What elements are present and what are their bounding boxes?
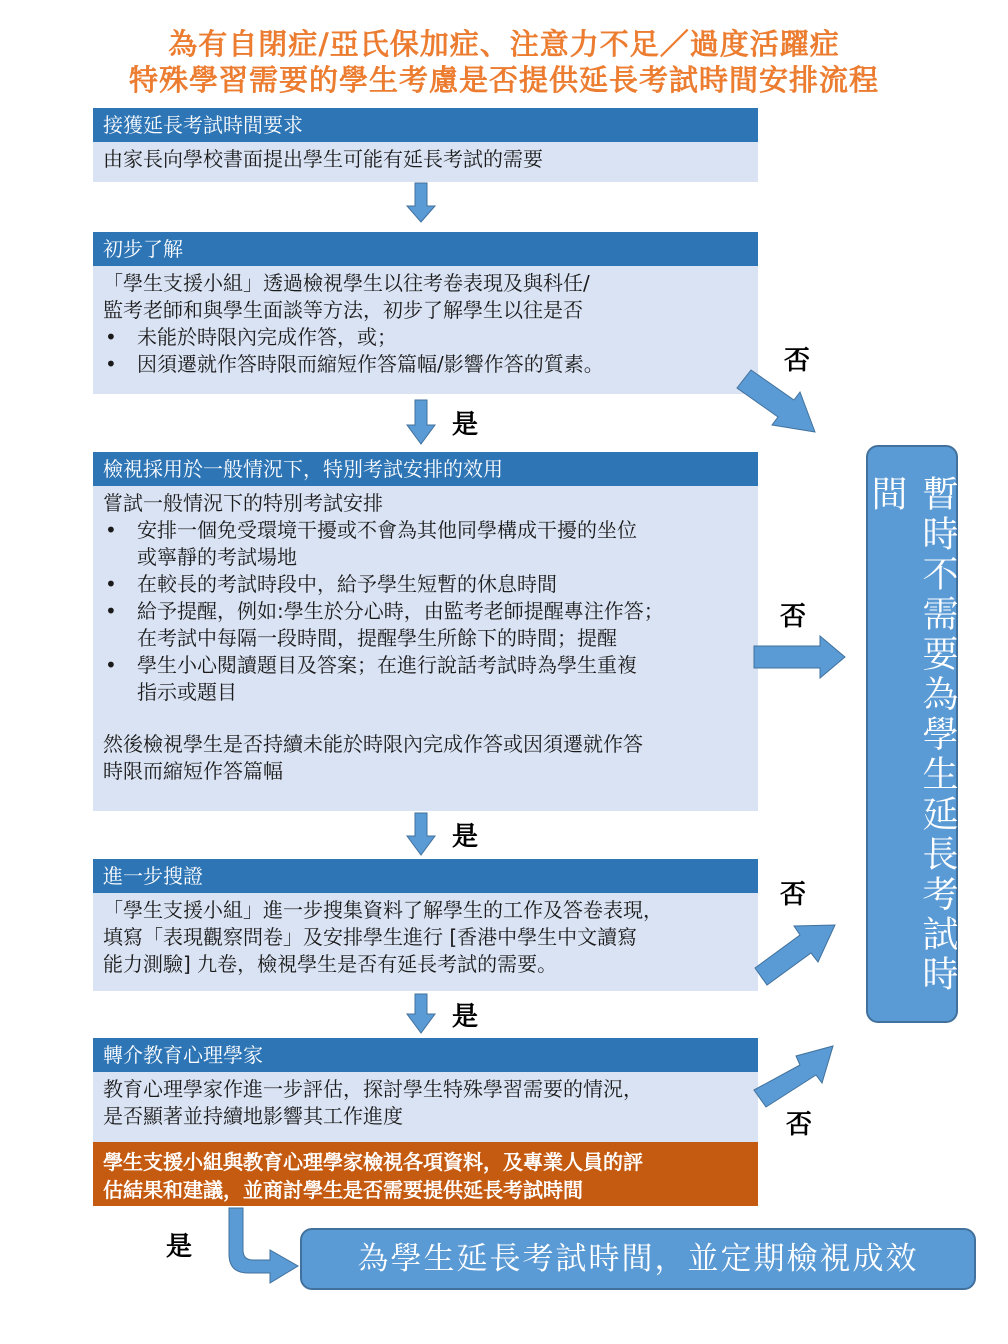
no-need-outcome-text: 暫時不需要為學生延長考試時間: [866, 475, 958, 995]
title-line-2: 特殊學習需要的學生考慮是否提供延長考試時間安排流程: [128, 63, 879, 97]
step4-line1: 「學生支援小組」進一步搜集資料了解學生的工作及答卷表現，: [103, 898, 663, 922]
down-arrow-3: [407, 813, 435, 855]
step1-header: 接獲延長考試時間要求: [93, 108, 758, 142]
step2-intro-line2: 監考老師和與學生面談等方法，初步了解學生以往是否: [103, 298, 583, 322]
step3-bullet: • 安排一個免受環境干擾或不會為其他同學構成干擾的坐位 或寧靜的考試場地: [103, 517, 746, 571]
step5-line2: 是否顯著並持續地影響其工作進度: [103, 1104, 403, 1128]
step5-line1: 教育心理學家作進一步評估，探討學生特殊學習需要的情況，: [103, 1077, 643, 1101]
yes-label: 是: [452, 822, 479, 852]
step4-line2: 填寫「表現觀察問卷」及安排學生進行 [香港中學生中文讀寫: [103, 925, 638, 949]
no-arrow-4: [754, 1046, 833, 1107]
final-review-line1: 學生支援小組與教育心理學家檢視各項資料，及專業人員的評: [103, 1150, 643, 1174]
step4-line3: 能力測驗] 九卷，檢視學生是否有延長考試的需要。: [103, 952, 558, 976]
no-arrow-1: [737, 370, 815, 432]
final-review-line2: 估結果和建議，並商討學生是否需要提供延長考試時間: [103, 1178, 583, 1202]
no-arrow-3: [755, 925, 835, 985]
extend-outcome-box: 為學生延長考試時間，並定期檢視成效: [300, 1228, 976, 1290]
no-arrow-2: [754, 636, 845, 678]
step2-intro-line1: 「學生支援小組」透過檢視學生以往考卷表現及與科任/: [103, 271, 590, 295]
step3-outro-line2: 時限而縮短作答篇幅: [103, 759, 283, 783]
down-arrow-4: [407, 994, 435, 1033]
step3-header: 檢視採用於一般情況下，特別考試安排的效用: [93, 452, 758, 486]
no-label: 否: [780, 880, 807, 910]
step3-bullet: • 學生小心閱讀題目及答案；在進行說話考試時為學生重複 指示或題目: [103, 652, 746, 706]
step3-bullet: • 在較長的考試時段中，給予學生短暫的休息時間: [103, 571, 746, 598]
step1-text: 由家長向學校書面提出學生可能有延長考試的需要: [103, 147, 543, 171]
step3-intro: 嘗試一般情況下的特別考試安排: [103, 491, 383, 515]
title-line-1: 為有自閉症/亞氏保加症、注意力不足／過度活躍症: [168, 27, 840, 61]
yes-label: 是: [452, 1002, 479, 1032]
step2-bullet: • 未能於時限內完成作答，或；: [103, 324, 746, 351]
step3-bullet: • 給予提醒，例如:學生於分心時，由監考老師提醒專注作答； 在考試中每隔一段時間，提醒學生所餘下的時間；提醒: [103, 598, 746, 652]
yes-arrow-final: [229, 1208, 298, 1283]
no-label: 否: [780, 602, 807, 632]
step3-outro-line1: 然後檢視學生是否持續未能於時限內完成作答或因須遷就作答: [103, 732, 643, 756]
no-label: 否: [784, 346, 811, 376]
yes-label: 是: [452, 410, 479, 440]
step2-bullet: • 因須遷就作答時限而縮短作答篇幅/影響作答的質素。: [103, 351, 746, 378]
down-arrow-1: [407, 183, 435, 222]
step5-header: 轉介教育心理學家: [93, 1038, 758, 1072]
step2-header: 初步了解: [93, 232, 758, 266]
no-label: 否: [786, 1110, 813, 1140]
yes-label: 是: [166, 1232, 193, 1262]
down-arrow-2: [407, 400, 435, 444]
step4-header: 進一步搜證: [93, 859, 758, 893]
